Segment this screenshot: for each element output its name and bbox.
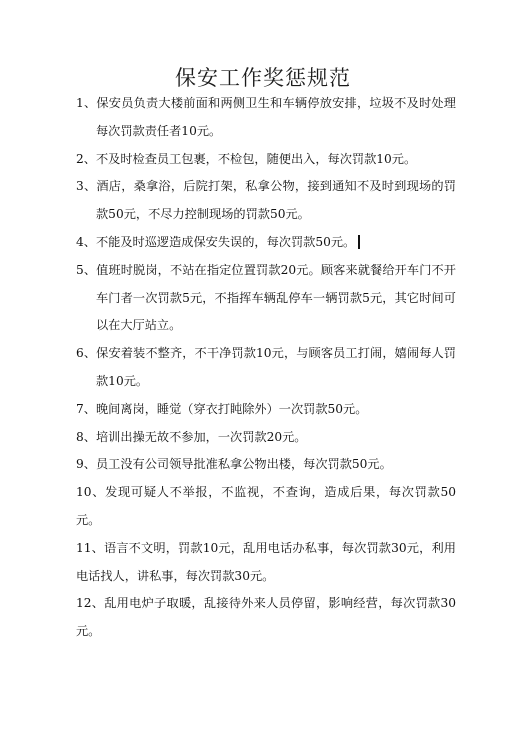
rule-item-4 (76, 229, 456, 257)
rule-item-1: 1、保安员负责大楼前面和两侧卫生和车辆停放安排，垃圾不及时处理每次罚款责任者10元。 (76, 96, 456, 138)
rule-item-2: 2、不及时检查员工包裹，不检包，随便出入，每次罚款10元。 (76, 151, 417, 166)
rule-item-7: 7、晚间离岗，睡觉（穿衣打盹除外）一次罚款50元。 (76, 401, 368, 416)
rule-item-9: 9、员工没有公司领导批准私拿公物出楼，每次罚款50元。 (76, 457, 392, 472)
text-cursor (358, 235, 360, 249)
rule-item-5: 5、值班时脱岗，不站在指定位置罚款20元。顾客来就餐给开车门不开车门者一次罚款5元，不指挥车辆乱停车一辆罚款5元，其它时间可以在大厅站立。 (76, 262, 456, 333)
rule-item-11: 11、语言不文明，罚款10元，乱用电话办私事，每次罚款30元，利用电话找人，讲私事，每次罚款30元。 (76, 540, 456, 583)
rule-item-6: 6、保安着装不整齐，不干净罚款10元，与顾客员工打闹，嬉闹每人罚款10元。 (76, 346, 456, 388)
rules-list (76, 90, 456, 646)
rule-item-8: 8、培训出操无故不参加，一次罚款20元。 (76, 429, 307, 444)
document-title: 保安工作奖惩规范 (175, 66, 351, 90)
rule-item-4-text: 4、不能及时巡逻造成保安失误的，每次罚款50元。 (76, 234, 356, 249)
rule-item-3: 3、酒店，桑拿浴，后院打架，私拿公物，接到通知不及时到现场的罚款50元，不尽力控制现场的罚款50元。 (76, 179, 456, 222)
rule-item-10: 10、发现可疑人不举报，不监视，不查询，造成后果，每次罚款50元。 (76, 485, 456, 527)
rule-item-12: 12、乱用电炉子取暖，乱接待外来人员停留，影响经营，每次罚款30元。 (76, 596, 456, 639)
